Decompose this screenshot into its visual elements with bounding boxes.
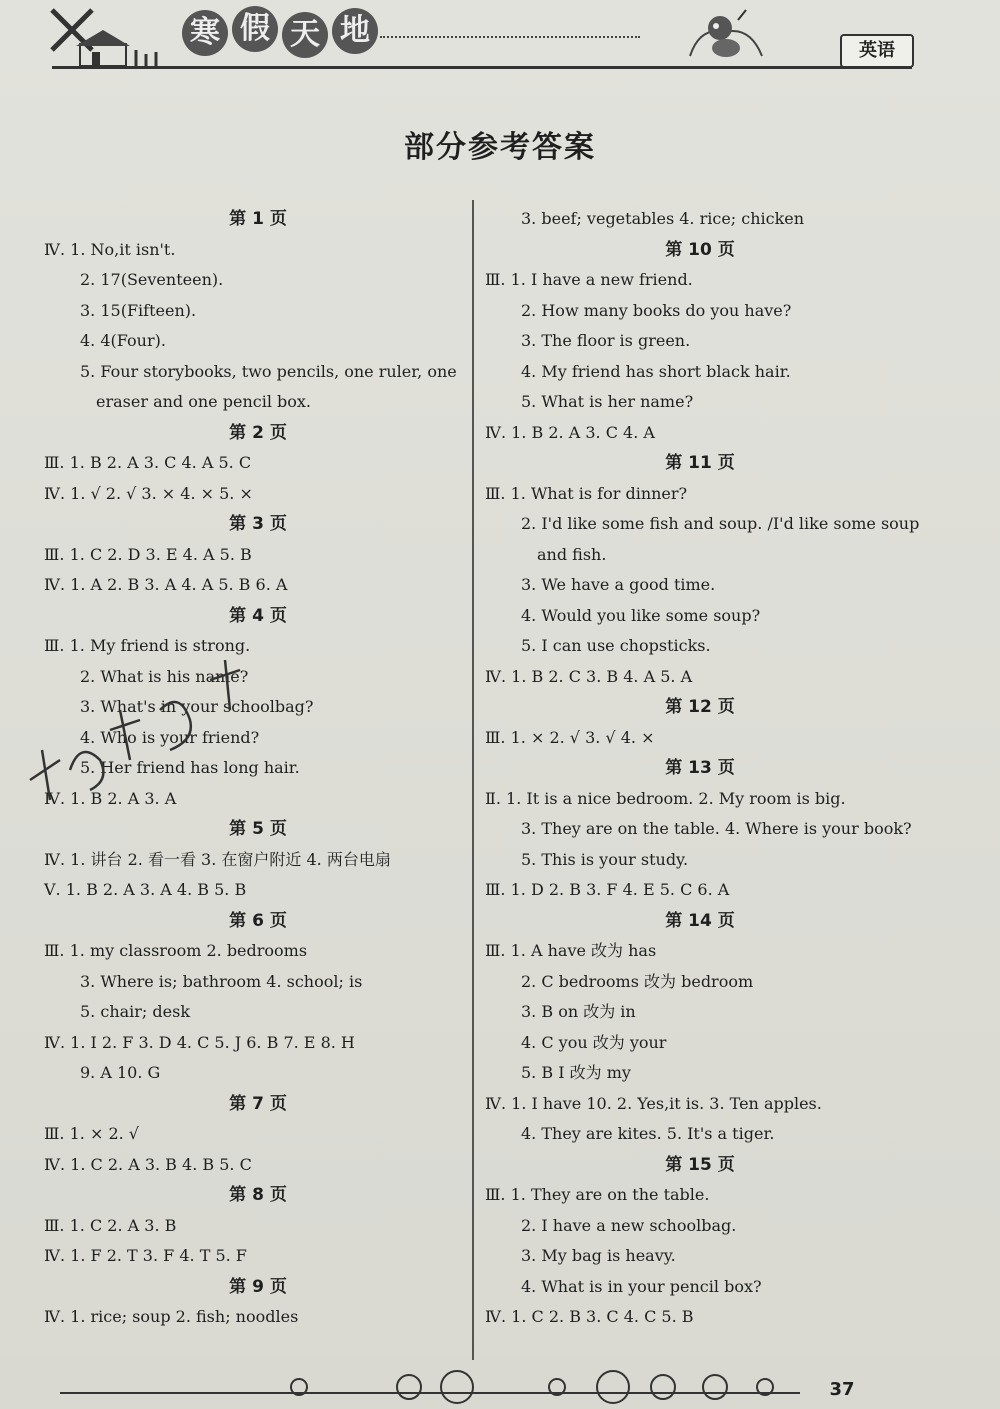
answer-line: 3. We have a good time. [521,575,716,594]
answer-line: and fish. [537,544,607,564]
answer-line: Ⅳ. 1. No,it isn't. [44,239,176,259]
header-rule [52,66,912,69]
answer-line: Ⅲ. 1. A have 改为 has [485,941,657,960]
right-answer-column [485,204,920,1333]
footer-ring [396,1374,422,1400]
answer-line: Ⅲ. 1. D 2. B 3. F 4. E 5. C 6. A [485,880,730,899]
section-heading: 第 5 页 [229,819,287,839]
section-heading: 第 9 页 [229,1276,287,1297]
page-title: 部分参考答案 [404,130,596,165]
footer-ring [440,1370,474,1404]
answer-line: 4. C you 改为 your [521,1032,667,1052]
answer-line: 5. I can use chopsticks. [521,636,711,655]
answer-line: Ⅲ. 1. C 2. D 3. E 4. A 5. B [44,544,252,564]
answer-line: 3. beef; vegetables 4. rice; chicken [521,209,805,228]
section-heading: 第 10 页 [665,239,735,260]
answer-line: 3. My bag is heavy. [521,1246,676,1265]
answer-line: Ⅳ. 1. C 2. A 3. B 4. B 5. C [44,1154,252,1174]
column-divider [472,200,474,1360]
answer-line: 4. 4(Four). [80,331,166,350]
answer-line: Ⅲ. 1. × 2. √ 3. √ 4. × [485,727,655,747]
answer-line: 4. My friend has short black hair. [521,361,791,381]
answer-line: 5. This is your study. [521,849,689,869]
header-title-char-4: 地 [332,8,378,54]
answer-line: 3. 15(Fifteen). [80,300,197,320]
footer-ring [756,1378,774,1396]
header-title-char-1: 寒 [182,10,228,56]
footer-ring [596,1370,630,1404]
footer-ring [650,1374,676,1400]
answer-line: Ⅲ. 1. They are on the table. [485,1185,710,1204]
answer-line: Ⅳ. 1. I 2. F 3. D 4. C 5. J 6. B 7. E 8. H [44,1032,355,1052]
page-number: 37 [829,1379,855,1400]
answer-line: 5. B I 改为 my [521,1063,631,1082]
answer-line: 3. B on 改为 in [521,1002,636,1021]
answer-line: 2. How many books do you have? [521,300,792,320]
answer-line: Ⅲ. 1. What is for dinner? [485,483,688,503]
section-heading: 第 13 页 [665,758,735,778]
answer-line: 3. The floor is green. [521,331,691,350]
answer-line: Ⅲ. 1. × 2. √ [44,1124,139,1143]
answer-line: 3. Where is; bathroom 4. school; is [80,971,363,991]
subject-label: 英语 [840,34,914,68]
answer-line: 5. Her friend has long hair. [80,758,300,777]
handwritten-scribble [20,650,260,830]
answer-line: Ⅳ. 1. √ 2. √ 3. × 4. × 5. × [44,483,253,503]
header-dotted-line [380,36,640,39]
mascot-icon [680,6,770,62]
answer-line: Ⅲ. 1. C 2. A 3. B [44,1215,177,1235]
answer-line: Ⅳ. 1. B 2. C 3. B 4. A 5. A [485,666,693,686]
answer-line: 2. What is his name? [80,666,249,686]
answer-line: 5. Four storybooks, two pencils, one ruler, one [80,361,457,381]
section-heading: 第 8 页 [229,1185,287,1205]
answer-line: Ⅳ. 1. B 2. A 3. C 4. A [485,422,655,442]
answer-line: Ⅲ. 1. B 2. A 3. C 4. A 5. C [44,453,252,472]
section-heading: 第 2 页 [229,422,287,443]
answer-line: Ⅲ. 1. my classroom 2. bedrooms [44,941,308,960]
answer-line: 2. C bedrooms 改为 bedroom [521,971,754,991]
answer-line: 2. I have a new schoolbag. [521,1215,737,1235]
answer-line: 2. I'd like some fish and soup. /I'd like some soup [521,514,920,533]
answer-line: Ⅳ. 1. I have 10. 2. Yes,it is. 3. Ten apples. [485,1093,822,1113]
answer-line: 9. A 10. G [80,1063,161,1082]
answer-line: Ⅱ. 1. It is a nice bedroom. 2. My room is big. [485,788,846,808]
header-title-char-3: 天 [282,12,328,58]
section-heading: 第 15 页 [665,1154,735,1175]
answer-line: 4. Would you like some soup? [521,605,761,625]
answer-line: Ⅳ. 1. B 2. A 3. A [44,788,177,808]
section-heading: 第 12 页 [665,697,735,717]
answer-line: Ⅲ. 1. I have a new friend. [485,270,693,289]
answer-line: 5. chair; desk [80,1002,191,1021]
answer-line: 3. They are on the table. 4. Where is your book? [521,819,912,838]
section-heading: 第 11 页 [665,453,735,473]
section-heading: 第 6 页 [229,910,287,931]
section-heading: 第 7 页 [229,1093,287,1114]
answer-line: 2. 17(Seventeen). [80,270,224,289]
answer-line: Ⅳ. 1. rice; soup 2. fish; noodles [44,1307,299,1326]
footer-ring [548,1378,566,1396]
header-title-char-2: 假 [232,6,278,52]
answer-line: eraser and one pencil box. [96,392,312,411]
answer-line: Ⅳ. 1. F 2. T 3. F 4. T 5. F [44,1246,247,1265]
footer-ring [290,1378,308,1396]
footer-ring [702,1374,728,1400]
answer-line: 5. What is her name? [521,392,694,411]
answer-line: 3. What's in your schoolbag? [80,697,314,716]
section-heading: 第 1 页 [229,209,287,229]
footer-rule [60,1392,800,1394]
page-footer [0,1370,1000,1409]
section-heading: 第 3 页 [229,514,287,534]
section-heading: 第 14 页 [665,910,735,931]
answer-line: 4. Who is your friend? [80,727,260,747]
answer-line: Ⅴ. 1. B 2. A 3. A 4. B 5. B [44,880,247,899]
page-header [0,0,1000,80]
answer-line: Ⅲ. 1. My friend is strong. [44,636,251,655]
answer-line: Ⅳ. 1. 讲台 2. 看一看 3. 在窗户附近 4. 两台电扇 [44,849,391,869]
answer-line: Ⅳ. 1. C 2. B 3. C 4. C 5. B [485,1307,694,1326]
answer-line: 4. What is in your pencil box? [521,1276,762,1296]
answer-line: 4. They are kites. 5. It's a tiger. [521,1124,775,1143]
section-heading: 第 4 页 [229,605,287,626]
windmill-house-icon [40,4,170,68]
answer-line: Ⅳ. 1. A 2. B 3. A 4. A 5. B 6. A [44,575,288,594]
